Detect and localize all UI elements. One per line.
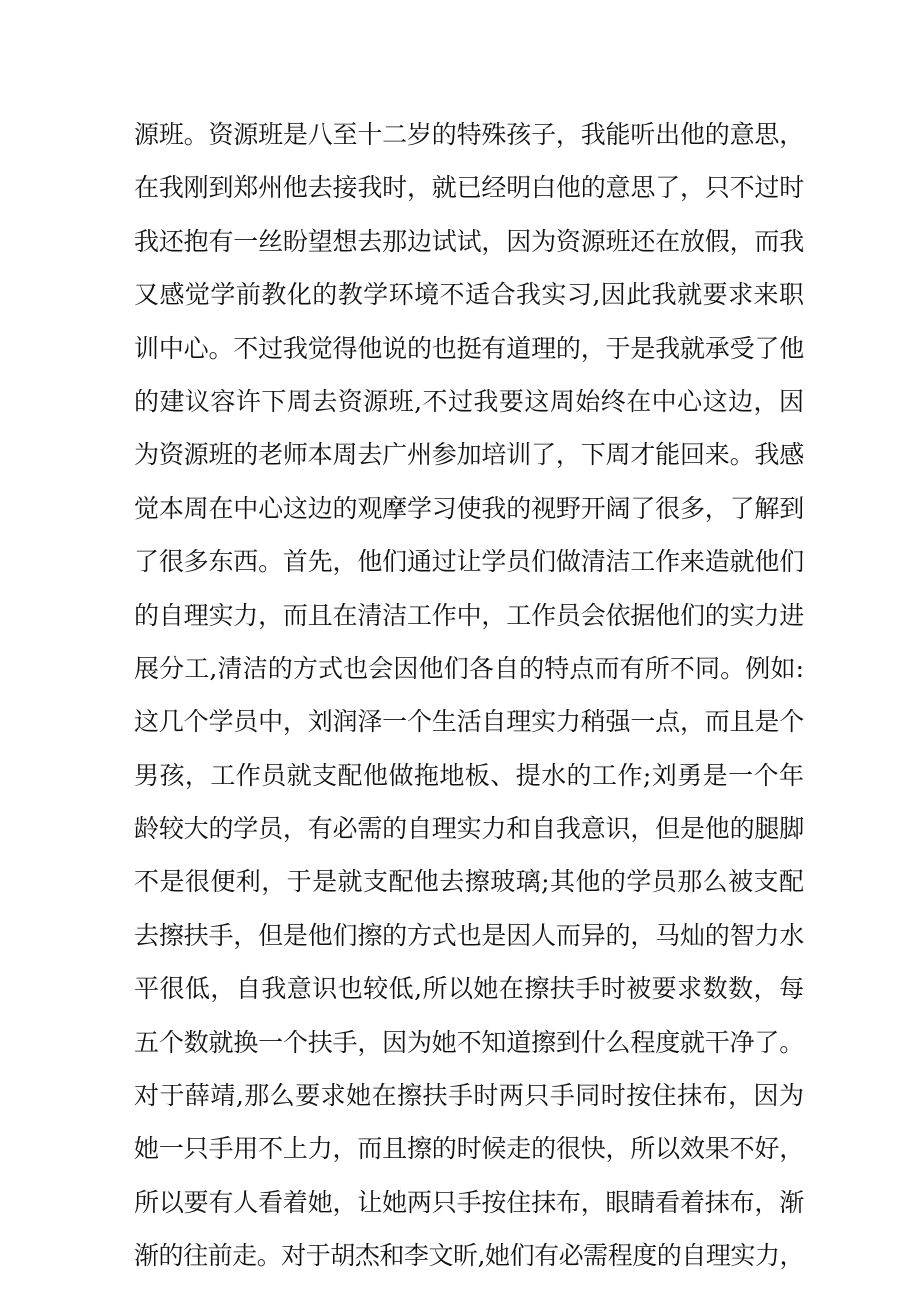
text-line: 平很低，自我意识也较低,所以她在擦扶手时被要求数数，每 (134, 974, 804, 1004)
text-line: 我还抱有一丝盼望想去那边试试，因为资源班还在放假，而我 (134, 226, 804, 256)
text-line: 龄较大的学员，有必需的自理实力和自我意识，但是他的腿脚 (134, 814, 804, 844)
text-line: 为资源班的老师本周去广州参加培训了，下周才能回来。我感 (134, 440, 804, 470)
text-line: 了很多东西。首先，他们通过让学员们做清洁工作来造就他们 (134, 547, 804, 577)
text-line: 的建议容许下周去资源班,不过我要这周始终在中心这边，因 (134, 386, 804, 416)
text-line: 又感觉学前教化的教学环境不适合我实习,因此我就要求来职 (134, 280, 804, 310)
body-text (134, 108, 804, 1283)
text-line: 这几个学员中，刘润泽一个生活自理实力稍强一点，而且是个 (134, 707, 804, 737)
text-line: 不是很便利，于是就支配他去擦玻璃;其他的学员那么被支配 (134, 867, 804, 897)
text-line: 在我刚到郑州他去接我时，就已经明白他的意思了，只不过时 (134, 173, 804, 203)
text-line: 觉本周在中心这边的观摩学习使我的视野开阔了很多，了解到 (134, 493, 804, 523)
text-line: 的自理实力，而且在清洁工作中，工作员会依据他们的实力进 (134, 600, 804, 630)
text-line: 五个数就换一个扶手，因为她不知道擦到什么程度就干净了。 (134, 1027, 804, 1057)
text-line: 渐的往前走。对于胡杰和李文昕,她们有必需程度的自理实力， (134, 1241, 804, 1271)
text-line: 训中心。不过我觉得他说的也挺有道理的，于是我就承受了他 (134, 333, 804, 363)
text-line: 所以要有人看着她，让她两只手按住抹布，眼睛看着抹布，渐 (134, 1187, 804, 1217)
text-line: 对于薛靖,那么要求她在擦扶手时两只手同时按住抹布，因为 (134, 1081, 804, 1111)
text-line: 去擦扶手，但是他们擦的方式也是因人而异的，马灿的智力水 (134, 920, 804, 950)
text-line: 男孩，工作员就支配他做拖地板、提水的工作;刘勇是一个年 (134, 760, 804, 790)
text-line: 她一只手用不上力，而且擦的时候走的很快，所以效果不好， (134, 1134, 804, 1164)
text-line: 展分工,清洁的方式也会因他们各自的特点而有所不同。例如: (134, 653, 804, 683)
text-line: 源班。资源班是八至十二岁的特殊孩子，我能听出他的意思， (134, 120, 804, 149)
